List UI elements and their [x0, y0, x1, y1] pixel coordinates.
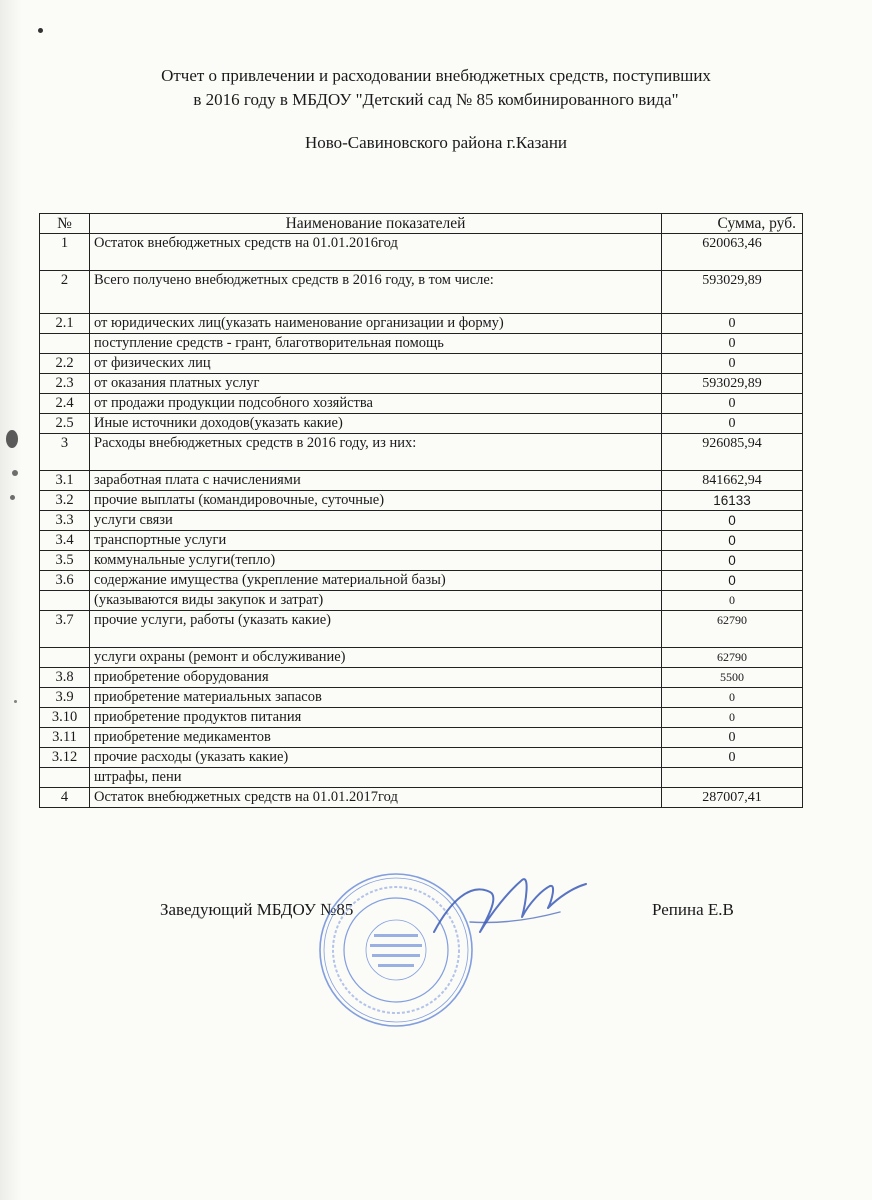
- row-name: от физических лиц: [90, 354, 662, 374]
- row-sum: 0: [662, 394, 803, 414]
- table-header-row: [40, 214, 803, 234]
- row-sum: 0: [662, 708, 803, 728]
- row-name: от продажи продукции подсобного хозяйства: [90, 394, 662, 414]
- row-name: услуги охраны (ремонт и обслуживание): [90, 648, 662, 668]
- row-name: Всего получено внебюджетных средств в 2016 году, в том числе:: [90, 271, 662, 314]
- table-row: [40, 648, 803, 668]
- table-row: [40, 668, 803, 688]
- row-name: (указываются виды закупок и затрат): [90, 591, 662, 611]
- row-sum: 0: [662, 728, 803, 748]
- row-num: [40, 768, 90, 788]
- row-name: прочие услуги, работы (указать какие): [90, 611, 662, 648]
- table-row: [40, 434, 803, 471]
- page-subtitle: Ново-Савиновского района г.Казани: [304, 133, 568, 152]
- row-sum: 593029,89: [662, 374, 803, 394]
- row-sum: 841662,94: [662, 471, 803, 491]
- report-table: [39, 213, 803, 808]
- row-name: Расходы внебюджетных средств в 2016 году, из них:: [90, 434, 662, 471]
- row-num: 4: [40, 788, 90, 808]
- signature-label: Заведующий МБДОУ №85: [160, 900, 354, 919]
- row-num: 3.9: [40, 688, 90, 708]
- row-num: [40, 648, 90, 668]
- table-row: [40, 571, 803, 591]
- row-num: 3.2: [40, 491, 90, 511]
- row-sum: 620063,46: [662, 234, 803, 271]
- page-title: [0, 64, 872, 112]
- table-row: [40, 374, 803, 394]
- table-row: [40, 314, 803, 334]
- scan-speck: [10, 495, 15, 500]
- scan-edge-shadow: [0, 0, 22, 1200]
- row-name: поступление средств - грант, благотворительная помощь: [90, 334, 662, 354]
- row-name: Иные источники доходов(указать какие): [90, 414, 662, 434]
- row-sum: 926085,94: [662, 434, 803, 471]
- table-row: [40, 611, 803, 648]
- title-line-1: Отчет о привлечении и расходовании внебюджетных средств, поступивших: [161, 66, 711, 85]
- table-row: [40, 788, 803, 808]
- table-row: [40, 334, 803, 354]
- header-name: Наименование показателей: [90, 214, 662, 234]
- table-row: [40, 551, 803, 571]
- row-name: заработная плата с начислениями: [90, 471, 662, 491]
- row-name: прочие выплаты (командировочные, суточные): [90, 491, 662, 511]
- table-row: [40, 491, 803, 511]
- table-row: [40, 531, 803, 551]
- row-sum: 0: [662, 334, 803, 354]
- row-num: 2.1: [40, 314, 90, 334]
- table-row: [40, 748, 803, 768]
- scan-speck: [6, 430, 18, 448]
- table-row: [40, 768, 803, 788]
- row-sum: 593029,89: [662, 271, 803, 314]
- row-num: 3.4: [40, 531, 90, 551]
- handwritten-signature-icon: [430, 862, 590, 952]
- row-sum: 16133: [662, 491, 803, 511]
- row-name: штрафы, пени: [90, 768, 662, 788]
- row-num: 2.3: [40, 374, 90, 394]
- row-num: 3.12: [40, 748, 90, 768]
- row-num: 3: [40, 434, 90, 471]
- row-name: прочие расходы (указать какие): [90, 748, 662, 768]
- row-name: приобретение оборудования: [90, 668, 662, 688]
- table-row: [40, 414, 803, 434]
- row-name: содержание имущества (укрепление материальной базы): [90, 571, 662, 591]
- signature-name: Репина Е.В: [652, 900, 734, 919]
- row-name: от оказания платных услуг: [90, 374, 662, 394]
- table-row: [40, 471, 803, 491]
- row-num: 2.4: [40, 394, 90, 414]
- row-name: транспортные услуги: [90, 531, 662, 551]
- row-name: от юридических лиц(указать наименование организации и форму): [90, 314, 662, 334]
- row-sum: 62790: [662, 611, 803, 648]
- row-sum: 0: [662, 414, 803, 434]
- row-num: 3.10: [40, 708, 90, 728]
- row-num: 2.5: [40, 414, 90, 434]
- row-name: приобретение материальных запасов: [90, 688, 662, 708]
- row-name: коммунальные услуги(тепло): [90, 551, 662, 571]
- row-sum: [662, 768, 803, 788]
- row-sum: 5500: [662, 668, 803, 688]
- row-sum: 0: [662, 571, 803, 591]
- row-name: Остаток внебюджетных средств на 01.01.2017год: [90, 788, 662, 808]
- row-num: 3.7: [40, 611, 90, 648]
- row-num: [40, 334, 90, 354]
- header-num: №: [40, 214, 90, 234]
- row-name: приобретение медикаментов: [90, 728, 662, 748]
- row-sum: 0: [662, 748, 803, 768]
- row-sum: 0: [662, 531, 803, 551]
- row-sum: 0: [662, 688, 803, 708]
- row-name: приобретение продуктов питания: [90, 708, 662, 728]
- row-num: 2: [40, 271, 90, 314]
- table-row: [40, 354, 803, 374]
- table-row: [40, 234, 803, 271]
- row-sum: 0: [662, 511, 803, 531]
- table-row: [40, 728, 803, 748]
- row-num: 3.5: [40, 551, 90, 571]
- row-sum: 0: [662, 354, 803, 374]
- scan-speck: [12, 470, 18, 476]
- table-row: [40, 591, 803, 611]
- header-sum: Сумма, руб.: [662, 214, 803, 234]
- row-num: 3.1: [40, 471, 90, 491]
- row-sum: 287007,41: [662, 788, 803, 808]
- table-row: [40, 688, 803, 708]
- row-num: 3.11: [40, 728, 90, 748]
- row-name: услуги связи: [90, 511, 662, 531]
- row-num: 3.3: [40, 511, 90, 531]
- row-sum: 62790: [662, 648, 803, 668]
- table-row: [40, 394, 803, 414]
- row-num: 3.6: [40, 571, 90, 591]
- scan-speck: [38, 28, 43, 33]
- table-row: [40, 271, 803, 314]
- table-row: [40, 511, 803, 531]
- row-num: 3.8: [40, 668, 90, 688]
- row-name: Остаток внебюджетных средств на 01.01.2016год: [90, 234, 662, 271]
- row-num: 2.2: [40, 354, 90, 374]
- table-row: [40, 708, 803, 728]
- title-line-2: в 2016 году в МБДОУ "Детский сад № 85 комбинированного вида": [193, 90, 679, 109]
- row-sum: 0: [662, 591, 803, 611]
- scan-speck: [14, 700, 17, 703]
- row-sum: 0: [662, 314, 803, 334]
- row-num: [40, 591, 90, 611]
- row-sum: 0: [662, 551, 803, 571]
- row-num: 1: [40, 234, 90, 271]
